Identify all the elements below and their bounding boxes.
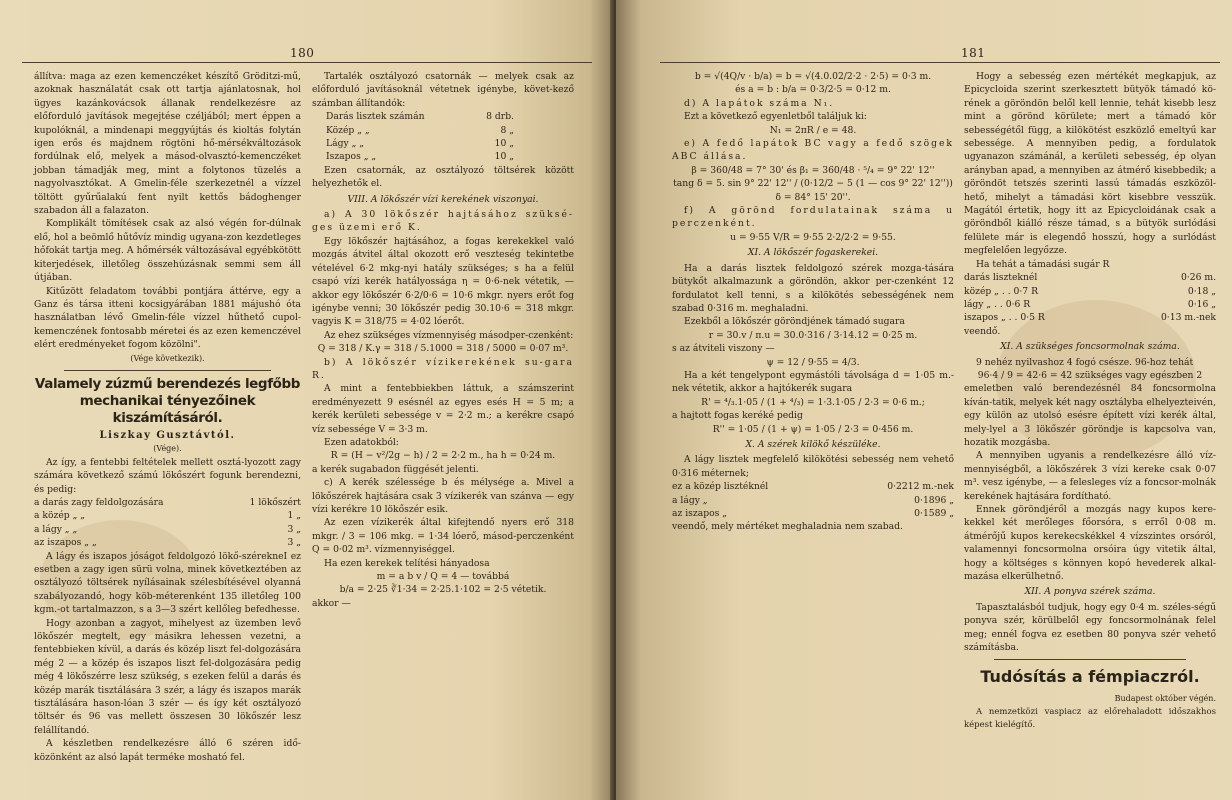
paragraph: A mint a fentebbiekben láttuk, a számszerint eredményezett 9 esésnél az egyes esés H = 5 m; a kerék kerületi sebessége v = 2·2 m.; a kerékre csapó víz sebessége V = 3·3 m. [312,383,574,435]
formula: δ = 84° 15' 20''. [775,191,851,203]
paragraph: Ha ezen kerekek telítési hányadosa [324,557,490,569]
paragraph: Hogy azonban a zagyot, mihelyest az üzemben levő lökőszér megtelt, egy másikra lehessen vezetni, a fentebbieken kívül, a darás és közép liszt fel-dolgozására még 2 — a közép és iszapos liszt fel-dolgozására pedig még 4 lökőszérre lesz szükség, s ezeken felül a darás és közép marák tisztálására 3 szér, a lágy és iszapos marák tisztálására hason-lóan 3 szér — és így két osztályozó töltsér és 96 vas mellett összesen 30 lökőszér lesz felállítandó. [34,617,301,736]
paragraph: A lágy lisztek megfelelő kilökötési sebesség nem vehető 0·316 méternek; [672,454,954,479]
formula: R = (H − v²/2g − h) / 2 = 2·2 m., ha h = 0·24 m. [330,450,556,462]
left-column-1 [34,70,301,764]
left-page [0,0,614,800]
paragraph: Ezekből a lökőszér göröndjének támadó sugara [684,316,905,328]
formula: ψ = 12 / 9·55 = 4/3. [766,356,860,368]
page-number: 180 [290,46,315,60]
paragraph: Hogy a sebesség ezen mértékét megkapjuk, az Epicycloida szerint szerkesztett bütyök támadó kö-rének a göröndön belől kell lennie, tehát kisebb lesz mint a görönd körülete; mert a támadó kör sebességétől függ, a kilökötést eszközlő emeltyű kar sebessége. A mennyiben pedig, a fordulatok ugyanazon számánál, a kerületi sebesség, ép olyan arányban apad, a mennyiben az átmérő kisebbedik; a göröndöt tetszés szerinti lassú támadás eszközöl-hető, mihelyt a támadási kört kisebbre vesszük. Magától értetik, hogy itt az Epicycloidának csak a göröndből kiálló része támad, s a bütyök surlódási felülete már is elegendő hosszú, hogy a surlódást megfelelően legyőzze. [964,71,1216,257]
radius-list [964,271,1216,325]
formula: u = 9·55 V/R = 9·55 2·2/2·2 = 9·55. [730,231,896,243]
subheading: e) A fedő lapátok BC vagy a fedő szögek ABC állása. [672,138,954,163]
paragraph: c) A kerék szélessége b és mélysége a. Mivel a lökőszérek hajtására csak 3 vízikerék van szánva — egy vízi kerékre 10 lökőszér esik. [312,477,574,515]
subheading: f) A görönd fordulatainak száma u perczenként. [672,205,954,230]
reserve-list [312,110,574,164]
paragraph: Ezen csatornák, az osztályozó töltsérek között helyezhetők el. [312,164,574,190]
paragraph: Tartalék osztályozó csatornák — melyek csak az előforduló javításoknál vétetnek igénybe, követ-kező számban állítandók: [312,71,574,109]
section-heading: XI. A lökőszér fogaskerekei. [747,247,879,259]
section-heading: XI. A szükséges foncsormolnak száma. [1000,341,1180,353]
paragraph: Ezt a következő egyenletből találjuk ki: [684,111,867,123]
paragraph: A lágy és iszapos jóságot feldolgozó lökő-szérekneI ez esetben a zagy igen sürü volna, minek következtében az osztályozó töltsérek nyílásainak szélesbítésével olyanná szabályozandó, hogy köb-méterenként 135 illetőleg 100 kgm.-ot tartalmazzon, s a 3—3 szért kellőleg befedhesse. [34,550,301,616]
formula: R'' = 1·05 / (1 + ψ) = 1·05 / 2·3 = 0·456 m. [712,423,914,435]
formula: m = a b v / Q = 4 — továbbá [376,571,510,583]
paragraph: a kerék sugabadon függését jelenti. [312,463,479,475]
list-item: darás liszteknél 0·26 m. [964,272,1216,284]
divider [64,370,271,371]
subheading: a) A 30 lökőszér hajtásához szüksé-ges üzemi erő K. [312,209,574,234]
paragraph: Az így, a fentebbi feltételek mellett osztá-lyozott zagy számára következő számú lökőszért fogunk berendezni, és pedig: [34,456,301,495]
list-item: a lágy „ 0·1896 „ [672,494,954,506]
dateline: Budapest október végén. [1114,694,1216,704]
list-item: ez a közép lisztéknél 0·2212 m.-nek [672,481,954,493]
list-item: lágy „ . . 0·6 R 0·16 „ [964,298,1216,310]
formula: N₁ = 2πR / e = 48. [769,124,857,136]
paragraph: Ha a két tengelypont egymástóli távolsága d = 1·05 m.-nek vétetik, akkor a hajtókerék sugara [672,369,954,395]
paragraph: Ennek göröndjéről a mozgás nagy kupos kere-kekkel két merőleges főorsóra, s erről 0·08 m. átmérőjű kupos kerekecskékkel 4 vízszintes orsóról, valamennyi foncsormolna orsóira úgy vitetik által, hogy a költséges s könnyen kopó hevederek alkal-mazása elkerülhetnő. [964,504,1216,583]
paragraph: emeletben való berendezésnél 84 foncsormolna kíván-tatik, melyek két nagy osztályba elhelyezteivén, egy külön az utolsó esésre épített vízi kerék által, mely-lyel a 3 lökőszér göröndje is kapcsolva van, hozatik mozgásba. [964,383,1216,448]
list-item: az iszapos „ 0·1589 „ [672,508,954,519]
formula: R' = ⁴/₃.1·05 / (1 + ⁴/₃) = 1·3.1·05 / 2·3 = 0·6 m.; [701,396,925,408]
formula: 96·4 / 9 = 42·6 = 42 szükséges vagy egészben 2 [977,369,1203,381]
right-page [616,0,1232,800]
formula: tang δ = 5. sin 9° 22' 12'' / (0·12/2 − 5 (1 — cos 9° 22' 12'')) [673,178,953,190]
speed-list [672,480,954,520]
paragraph: A mennyiben ugyanis a rendelkezésre álló víz-mennyiségből, a lökőszérek 3 vízi kereke csak 0·07 m³. vesz igénybe, — a felesleges víz a foncsor-molnák kerekének hajtására fordítható. [964,450,1216,502]
paragraph: s az átviteli viszony — [672,343,775,355]
subheading: b) A lökőszér vízikerekének su-gara R. [312,356,574,381]
paragraph: veendő. [964,325,1001,337]
header-rule [660,62,1220,63]
list-item: közép „ . . 0·7 R 0·18 „ [964,285,1216,297]
paragraph: állítva: maga az ezen kemenczéket készítő Gröditzi-mű, azoknak használatát csak ott tartja ajánlatosnak, hol ügyes kazánkovácsok állanak rendelkezésre az előforduló javítások megejtése czéljából; mert éppen a kupolóknál, a mindenapi meggyújtás és kioltás folytán igen erős és majdnem rögtöni hő-mérsékváltozások fordúlnak elő, melyek a másod-olvasztó-kemenczéket jobban támadják meg, mint a folytonos tüzelés a nagyolvasztókat. A Gmelin-féle szerkezetnél a vízzel töltött gyűrűalakú fent nyilt kettős bádoghenger szabadon áll a falazaton. [34,71,301,217]
formula: β = 360/48 = 7° 30' és β₁ = 360/48 · ⁵/₄ = 9° 22' 12'' [691,164,935,176]
paragraph: Az ehez szükséges vízmennyiség másodper-czenként: [324,329,574,341]
subheading: d) A lapátok száma N₁. [684,97,835,109]
list-item: Darás lisztek számán 8 drb. [326,111,514,123]
news-title: Tudósítás a fémpiaczról. [980,667,1200,687]
section-heading: X. A szérek kilökő készüléke. [745,438,881,450]
paragraph: veendő, mely mértéket meghaladnia nem szabad. [672,521,903,533]
paragraph: A készletben rendelkezésre álló 6 széren idő-közönként az alsó lapát terméke mosható fel. [34,738,301,763]
paragraph: a hajtott fogas keréké pedig [672,410,803,422]
paragraph: Kitűzött feladatom további pontjára áttérve, egy a Ganz és társa itteni kocsigyárában 1881 májushó óta használatban lévő Gmelin-féle vízzel hűthető cupol-kemenczének fontosabb méretei és az ezen kemenczével elért eredményeket fogom közölni". [34,285,301,351]
divider [994,659,1186,660]
section-heading: XII. A ponyva szérek száma. [1024,586,1156,598]
list-item: a darás zagy feldolgozására 1 lökőszért [34,496,301,508]
paragraph: Az ezen vízikerék által kifejtendő nyers erő 318 mkgr. / 3 = 106 mkg. = 1·34 lóerő, másod-perczenként Q = 0·02 m³. vízmennyiséggel. [312,517,574,556]
list-item: Iszapos „ „ 10 „ [326,151,514,163]
article-title: Valamely zúzmű berendezés legfőbb mechanikai tényezőinek kiszámításáról. [34,375,301,426]
list-item: a közép „ „ 1 „ [34,510,301,522]
end-note: (Vége következik). [130,353,205,363]
paragraph: Tapasztalásból tudjuk, hogy egy 0·4 m. széles-ségű ponyva szér, körülbelől egy foncsormolnának felel meg; ennél fogva ez esetben 80 ponyva szér vehető számításba. [964,601,1216,654]
article-author: Liszkay Gusztávtól. [99,429,236,441]
section-heading: VIII. A lökőszér vízi kerekének viszonyai. [347,193,539,205]
formula: r = 30.v / π.u = 30.0·316 / 3·14.12 = 0·25 m. [708,329,918,341]
list-item: iszapos „ . . 0·5 R 0·13 m.-nek [964,312,1216,324]
page-number: 181 [961,46,986,60]
paragraph: 9 nehéz nyilvashoz 4 fogó csésze. 96-hoz tehát [976,356,1194,368]
list-item: Közép „ „ 8 „ [326,124,514,136]
right-column-1 [672,70,954,534]
paragraph: Egy lökőszér hajtásához, a fogas kerekekkel való mozgás átvitel által okozott erő veszteség tekintetbe vételével 6·2 mkg-nyi hatály szükséges; s ha a felül csapó vízi kerék hatályossága η = 0·6-nek vétetik, — akkor egy lökőszér 6·2/0·6 = 10·6 mkgr. nyers erőt fog igénybe venni; 30 lökőszér pedig 30.10·6 = 318 mkgr. vagyis K = 318/75 = 4·02 lóerőt. [312,235,574,328]
paragraph: Komplikált tömítések csak az alsó végén for-dúlnak elő, hol a beömlő hűtővíz mindig ugyana-zon kezdetleges hőfokát tartja meg. A hőmérsék változásával egyébkötött kiterjedések, illetőleg összehúzásnak semmi sem áll útjában. [34,218,301,284]
formula: és a = b : b/a = 0·3/2·5 = 0·12 m. [735,84,891,96]
paragraph: A nemzetközi vaspiacz az előrehaladott időszakhos képest kielégítő. [964,706,1216,731]
formula: b/a = 2·25 ∛1·34 = 2·25.1·102 = 2·5 vétetik. [339,584,547,596]
list-item: Lágy „ „ 10 „ [326,138,514,150]
paragraph: Ezen adatokból: [324,436,399,448]
paragraph: akkor — [312,597,351,609]
allocation-list [34,496,301,550]
list-item: az iszapos „ „ 3 „ [34,537,301,549]
header-rule [22,62,592,63]
paragraph: Ha tehát a támadási sugár R [976,258,1110,270]
right-column-2 [964,70,1216,733]
list-item: a lágy „ „ 3 „ [34,523,301,535]
paragraph: Ha a darás lisztek feldolgozó szérek mozga-tására bütykőt alkalmazunk a göröndön, akkor per-czenként 12 fordulatot kell tenni, s a kilökötés sebességének nem szabad 0·316 m. meghaladni. [672,262,954,314]
formula: b = √(4Q/v · b/a) = b = √(4.0.02/2·2 · 2·5) = 0·3 m. [694,71,932,82]
left-column-2 [312,70,574,610]
continuation-note: (Vége). [153,444,182,454]
formula: Q = 318 / K.γ = 318 / 5.1000 = 318 / 5000 = 0·07 m³. [317,343,569,355]
